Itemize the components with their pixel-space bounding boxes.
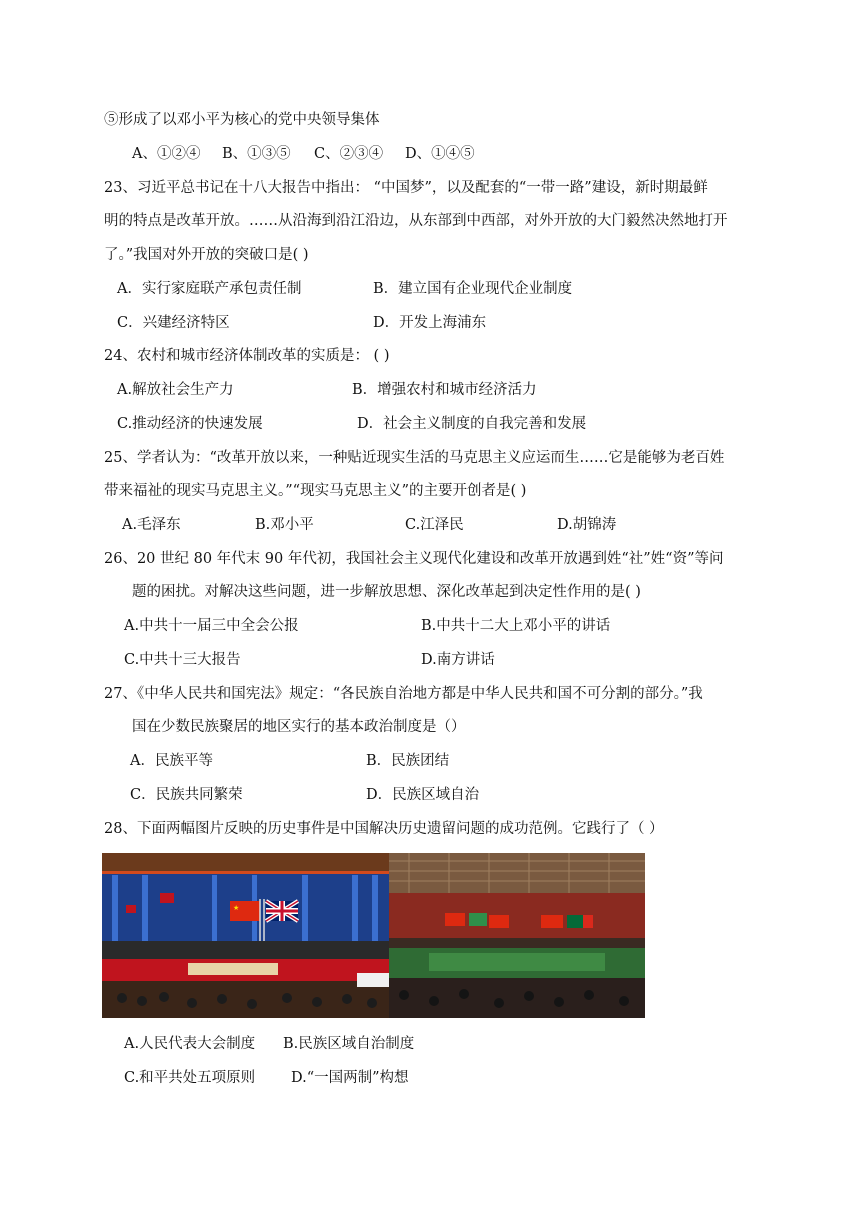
q23-option-a[interactable]: A．实行家庭联产承包责任制 [117, 281, 302, 297]
q27-stem-line-2: 国在少数民族聚居的地区实行的基本政治制度是（） [132, 719, 466, 735]
q25-option-d[interactable]: D.胡锦涛 [557, 517, 617, 533]
q23-option-c[interactable]: C．兴建经济特区 [117, 315, 230, 331]
q28-option-b[interactable]: B.民族区域自治制度 [283, 1036, 415, 1052]
q24-option-c[interactable]: C.推动经济的快速发展 [117, 416, 263, 432]
q27-option-c[interactable]: C．民族共同繁荣 [130, 787, 243, 803]
q22-option-d[interactable]: D、①④⑤ [405, 146, 475, 162]
q24-option-a[interactable]: A.解放社会生产力 [117, 382, 234, 398]
q25-option-b[interactable]: B.邓小平 [255, 517, 314, 533]
q26-option-d[interactable]: D.南方讲话 [421, 652, 495, 668]
q24-option-b[interactable]: B．增强农村和城市经济活力 [352, 382, 537, 398]
handover-photo-macao [389, 853, 645, 1018]
q25-option-c[interactable]: C.江泽民 [405, 517, 464, 533]
q25-stem-line-1: 25、学者认为：“改革开放以来，一种贴近现实生活的马克思主义应运而生……它是能够为老百姓 [104, 450, 725, 466]
q23-option-d[interactable]: D．开发上海浦东 [373, 315, 487, 331]
q23-stem-line-1: 23、习近平总书记在十八大报告中指出： “中国梦”，以及配套的“一带一路”建设，新时期最鲜 [104, 180, 708, 196]
q22-option-b[interactable]: B、①③⑤ [222, 146, 291, 162]
q28-stem: 28、下面两幅图片反映的历史事件是中国解决历史遗留问题的成功范例。它践行了（ ） [104, 821, 664, 837]
q24-stem: 24、农村和城市经济体制改革的实质是： ( ) [104, 348, 390, 364]
q23-stem-line-3: 了。”我国对外开放的突破口是( ) [104, 247, 309, 263]
q28-option-a[interactable]: A.人民代表大会制度 [124, 1036, 256, 1052]
q27-option-d[interactable]: D．民族区域自治 [366, 787, 480, 803]
q22-option-a[interactable]: A、①②④ [132, 146, 201, 162]
q26-option-b[interactable]: B.中共十二大上邓小平的讲话 [421, 618, 611, 634]
q23-option-b[interactable]: B．建立国有企业现代企业制度 [373, 281, 573, 297]
q27-stem-line-1: 27、《中华人民共和国宪法》规定：“各民族自治地方都是中华人民共和国不可分割的部分。”我 [104, 686, 703, 702]
q26-stem-line-1: 26、20 世纪 80 年代末 90 年代初，我国社会主义现代化建设和改革开放遇到姓“社”姓“资”等问 [104, 551, 724, 567]
q25-stem-line-2: 带来福祉的现实马克思主义。”“现实马克思主义”的主要开创者是( ) [104, 483, 527, 499]
handover-photo-hong-kong [102, 853, 389, 1018]
q22-option-c[interactable]: C、②③④ [314, 146, 384, 162]
q28-option-c[interactable]: C.和平共处五项原则 [124, 1070, 256, 1086]
q26-stem-line-2: 题的困扰。对解决这些问题，进一步解放思想、深化改革起到决定性作用的是( ) [132, 584, 641, 600]
svg-text:★: ★ [233, 904, 240, 912]
q26-option-a[interactable]: A.中共十一届三中全会公报 [124, 618, 299, 634]
q25-option-a[interactable]: A.毛泽东 [122, 517, 181, 533]
q26-option-c[interactable]: C.中共十三大报告 [124, 652, 241, 668]
q22-item-5: ⑤形成了以邓小平为核心的党中央领导集体 [104, 112, 380, 128]
q27-option-b[interactable]: B．民族团结 [366, 753, 450, 769]
q24-option-d[interactable]: D．社会主义制度的自我完善和发展 [357, 416, 587, 432]
q27-option-a[interactable]: A．民族平等 [130, 753, 213, 769]
q28-option-d[interactable]: D.“一国两制”构想 [291, 1070, 409, 1086]
q23-stem-line-2: 明的特点是改革开放。……从沿海到沿江沿边，从东部到中西部，对外开放的大门毅然决然地打开 [104, 213, 728, 229]
